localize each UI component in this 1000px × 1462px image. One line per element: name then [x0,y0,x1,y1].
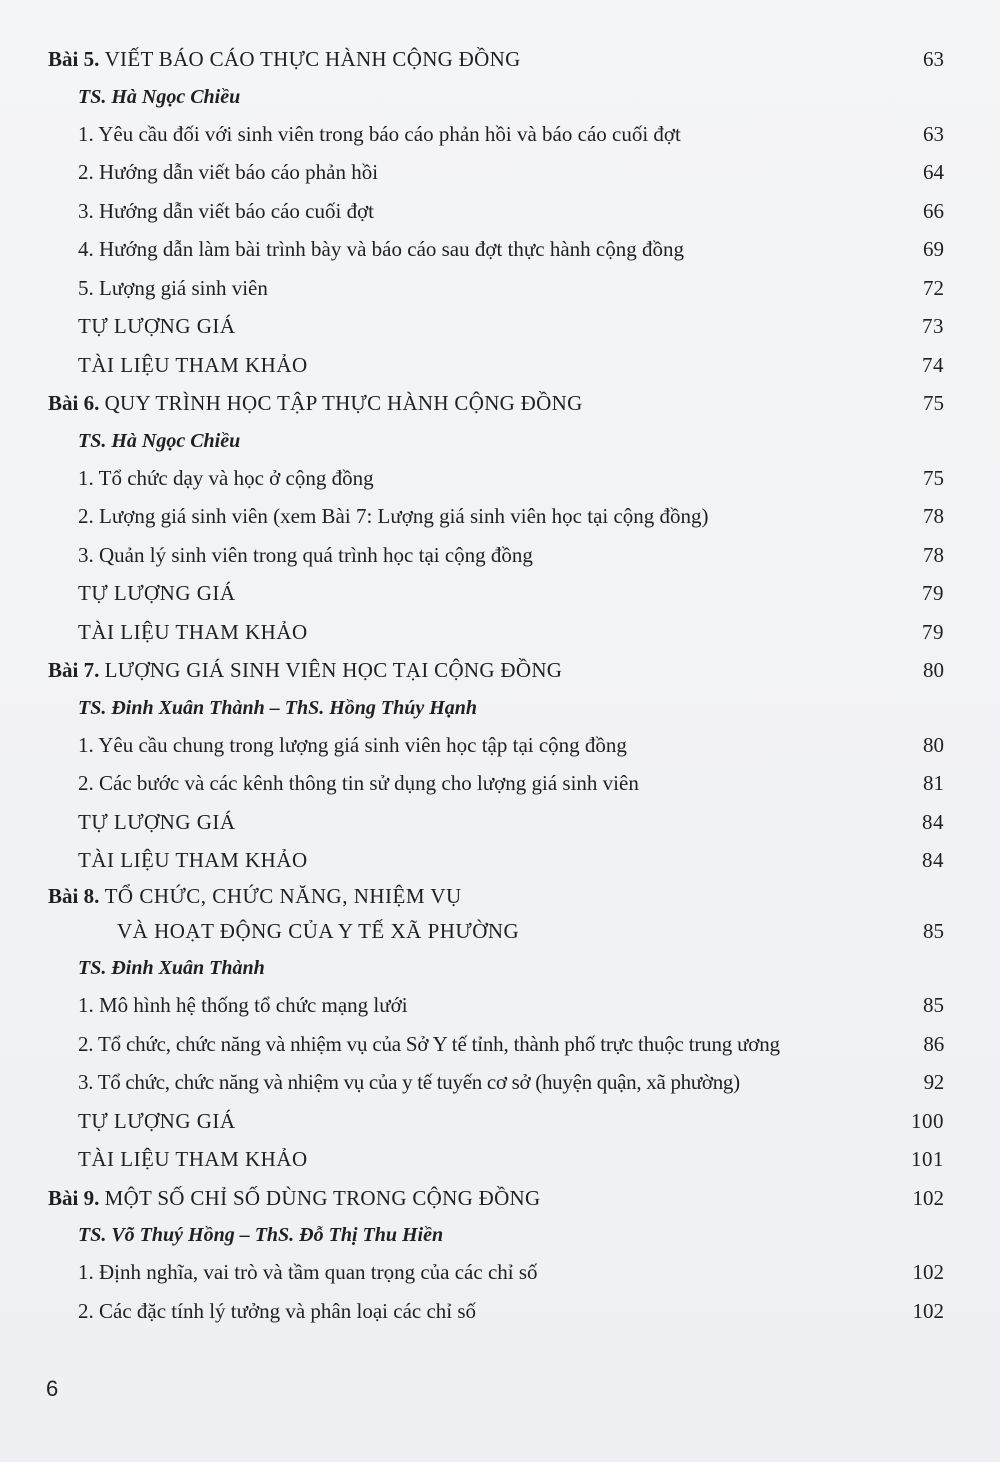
entry-text: TỰ LƯỢNG GIÁ [78,581,236,605]
entry-text: 1. Tổ chức dạy và học ở cộng đồng [78,465,374,490]
page-ref: 84 [922,809,944,834]
entry-text: 2. Lượng giá sinh viên (xem Bài 7: Lượng giá sinh viên học tại cộng đồng) [78,504,709,528]
entry-text: 3. Hướng dẫn viết báo cáo cuối đợt [78,198,375,223]
lesson-title-continued: VÀ HOẠT ĐỘNG CỦA Y TẾ XÃ PHƯỜNG [117,918,520,943]
leader-dots [585,391,921,412]
page-ref: 102 [912,1260,944,1284]
toc-entry[interactable] [48,153,944,192]
page-number: 6 [46,1376,59,1401]
page-ref: 86 [923,1031,944,1056]
toc-entry[interactable] [48,764,944,803]
leader-dots [686,237,921,258]
toc-entry[interactable] [48,459,944,498]
page-ref: 80 [923,732,944,757]
entry-text: 1. Yêu cầu chung trong lượng giá sinh viên học tập tại cộng đồng [78,732,627,757]
page-ref: 64 [923,160,944,184]
toc-entry[interactable] [48,1253,944,1292]
page-ref: 79 [922,581,944,605]
lesson-author: TS. Đinh Xuân Thành [78,957,265,979]
toc-lesson-8[interactable] [48,912,944,951]
toc-lesson-5[interactable] [48,40,944,79]
lesson-number: Bài 9. [48,1185,100,1210]
leader-dots [380,160,921,181]
leader-dots [711,504,921,525]
entry-text: TÀI LIỆU THAM KHẢO [78,848,308,872]
leader-dots [478,1299,910,1320]
leader-dots [376,466,921,487]
toc-entry[interactable] [48,307,944,346]
page-ref: 63 [923,121,944,146]
lesson-number: Bài 7. [48,658,100,682]
toc-entry[interactable] [48,230,944,269]
page-ref: 69 [923,237,944,261]
toc-entry[interactable] [48,1292,944,1331]
entry-text: 1. Yêu cầu đối với sinh viên trong báo cáo phản hồi và báo cáo cuối đợt [78,121,681,146]
toc-entry[interactable] [48,269,944,308]
leader-dots [683,122,921,143]
lesson-number: Bài 8. [48,883,100,908]
page-ref: 81 [923,771,944,795]
lesson-number: Bài 5. [48,47,100,71]
entry-text: 4. Hướng dẫn làm bài trình bày và báo cáo sau đợt thực hành cộng đồng [78,237,684,261]
entry-text: TÀI LIỆU THAM KHẢO [78,619,308,644]
page-ref: 102 [912,1298,944,1323]
leader-dots [540,1260,911,1281]
page-ref: 92 [923,1070,944,1094]
entry-text: 1. Định nghĩa, vai trò và tầm quan trọng của các chỉ số [78,1260,538,1284]
lesson-author: TS. Đinh Xuân Thành – ThS. Hồng Thúy Hạnh [78,696,478,719]
page-ref: 85 [923,993,944,1017]
table-of-contents [48,40,944,1330]
toc-entry[interactable] [48,536,944,575]
leader-dots [310,620,920,641]
toc-entry[interactable] [48,192,944,231]
entry-text: TỰ LƯỢNG GIÁ [78,1108,236,1133]
leader-dots [310,848,920,869]
toc-entry[interactable] [48,574,944,613]
page-ref: 63 [923,47,944,71]
page-ref: 73 [922,314,944,338]
lesson-author: TS. Hà Ngọc Chiều [78,429,241,452]
entry-text: 3. Quản lý sinh viên trong quá trình học tại cộng đồng [78,542,533,567]
toc-entry[interactable] [48,1063,944,1102]
entry-text: 5. Lượng giá sinh viên [78,275,268,300]
entry-text: 2. Hướng dẫn viết báo cáo phản hồi [78,160,379,184]
page-ref: 80 [923,658,944,682]
leader-dots [410,993,921,1014]
toc-entry[interactable] [48,1140,944,1179]
page-ref: 72 [923,275,944,300]
page-ref: 101 [911,1147,944,1171]
toc-entry[interactable] [48,841,944,880]
lesson-title: TỔ CHỨC, CHỨC NĂNG, NHIỆM VỤ [104,883,462,908]
page-ref: 74 [922,352,944,377]
entry-text: TỰ LƯỢNG GIÁ [78,314,236,338]
leader-dots [238,581,920,602]
toc-entry[interactable] [48,1025,944,1064]
lesson-title: VIẾT BÁO CÁO THỰC HÀNH CỘNG ĐỒNG [104,47,521,71]
toc-lesson-7[interactable] [48,651,944,690]
page-ref: 78 [923,542,944,567]
leader-dots [629,733,921,754]
page-ref: 78 [923,504,944,528]
toc-lesson-9[interactable] [48,1179,944,1218]
toc-entry[interactable] [48,613,944,652]
page-ref: 85 [923,918,944,943]
page-ref: 75 [923,391,944,415]
leader-dots [521,919,921,940]
toc-lesson-8-title-line-1[interactable] [48,880,944,912]
leader-dots [310,1147,909,1168]
leader-dots [742,1070,922,1091]
page-ref: 102 [912,1185,944,1210]
lesson-author: TS. Võ Thuý Hồng – ThS. Đỗ Thị Thu Hiền [78,1224,444,1246]
entry-text: 2. Các đặc tính lý tưởng và phân loại các chỉ số [78,1298,477,1323]
leader-dots [782,1032,922,1053]
leader-dots [238,1109,909,1130]
leader-dots [523,47,921,68]
toc-entry[interactable] [48,986,944,1025]
leader-dots [238,810,920,831]
entry-text: TÀI LIỆU THAM KHẢO [78,352,308,377]
lesson-author: TS. Hà Ngọc Chiều [78,85,241,108]
toc-entry[interactable] [48,803,944,842]
page-ref: 79 [922,619,944,644]
page-ref: 100 [911,1108,944,1133]
leader-dots [641,771,921,792]
entry-text: TỰ LƯỢNG GIÁ [78,809,236,834]
entry-text: 2. Tổ chức, chức năng và nhiệm vụ của Sở Y tế tỉnh, thành phố trực thuộc trung ương [78,1031,780,1056]
lesson-title: MỘT SỐ CHỈ SỐ DÙNG TRONG CỘNG ĐỒNG [104,1185,541,1210]
page-ref: 66 [923,198,944,223]
leader-dots [270,276,921,297]
leader-dots [564,658,921,679]
entry-text: 1. Mô hình hệ thống tổ chức mạng lưới [78,993,408,1017]
toc-entry[interactable] [48,346,944,385]
lesson-title: QUY TRÌNH HỌC TẬP THỰC HÀNH CỘNG ĐỒNG [104,391,583,415]
leader-dots [376,199,921,220]
entry-text: TÀI LIỆU THAM KHẢO [78,1147,308,1171]
lesson-title: LƯỢNG GIÁ SINH VIÊN HỌC TẠI CỘNG ĐỒNG [104,658,563,682]
leader-dots [310,353,920,374]
lesson-number: Bài 6. [48,391,100,415]
page-ref: 75 [923,465,944,490]
toc-entry[interactable] [48,497,944,536]
page-ref: 84 [922,848,944,872]
leader-dots [535,543,921,564]
entry-text: 3. Tổ chức, chức năng và nhiệm vụ của y tế tuyến cơ sở (huyện quận, xã phường) [78,1070,740,1094]
toc-entry[interactable] [48,1102,944,1141]
entry-text: 2. Các bước và các kênh thông tin sử dụng cho lượng giá sinh viên [78,771,639,795]
leader-dots [238,314,920,335]
toc-entry[interactable] [48,726,944,765]
leader-dots [542,1186,910,1207]
toc-entry[interactable] [48,115,944,154]
toc-lesson-6[interactable] [48,384,944,423]
